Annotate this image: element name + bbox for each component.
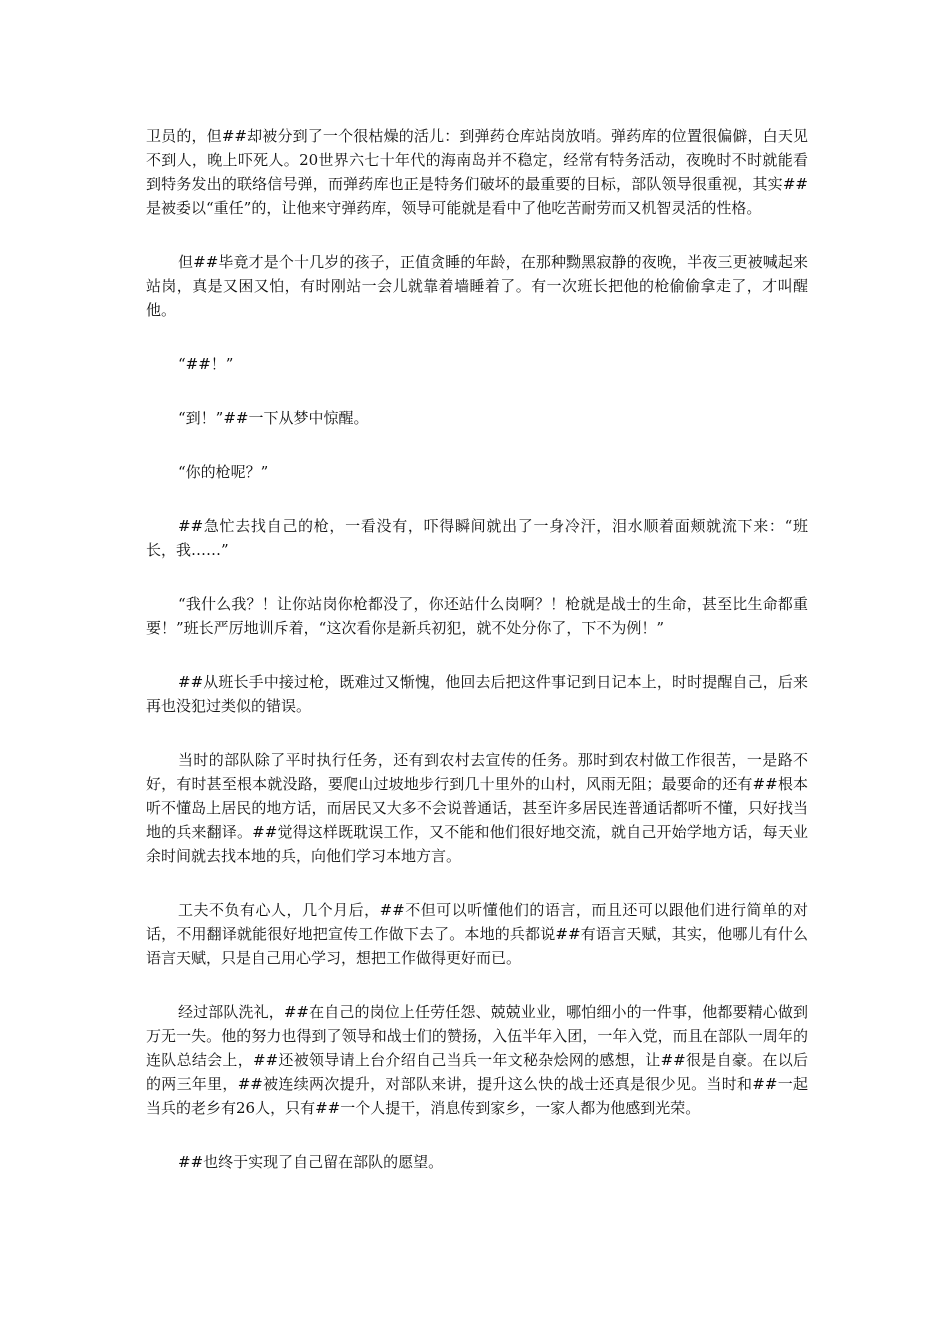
paragraph-9: 当时的部队除了平时执行任务，还有到农村去宣传的任务。那时到农村做工作很苦，一是路不好，有时甚至根本就没路，要爬山过坡地步行到几十里外的山村，风雨无阻；最要命的还有##根本听不懂岛上居民的地方话，而居民又大多不会说普通话，甚至许多居民连普通话都听不懂，只好找当地的兵来翻译。##觉得这样既耽误工作，又不能和他们很好地交流，就自己开始学地方话，每天业余时间就去找本地的兵，向他们学习本地方言。 (146, 751, 808, 865)
paragraph-10: 工夫不负有心人，几个月后，##不但可以听懂他们的语言，而且还可以跟他们进行简单的对话，不用翻译就能很好地把宣传工作做下去了。本地的兵都说##有语言天赋，其实，他哪儿有什么语言天赋，只是自己用心学习，想把工作做得更好而已。 (146, 901, 808, 967)
paragraph-4: “到！”##一下从梦中惊醒。 (178, 409, 369, 427)
paragraph-1: 卫员的，但##却被分到了一个很枯燥的活儿：到弹药仓库站岗放哨。弹药库的位置很偏僻，白天见不到人，晚上吓死人。20世界六七十年代的海南岛并不稳定，经常有特务活动，夜晚时不时就能看到特务发出的联络信号弹，而弹药库也正是特务们破坏的最重要的目标，部队领导很重视，其实##是被委以“重任”的，让他来守弹药库，领导可能就是看中了他吃苦耐劳而又机智灵活的性格。 (146, 127, 808, 217)
paragraph-2: 但##毕竟才是个十几岁的孩子，正值贪睡的年龄，在那种黝黑寂静的夜晚，半夜三更被喊起来站岗，真是又困又怕，有时刚站一会儿就靠着墙睡着了。有一次班长把他的枪偷偷拿走了，才叫醒他。 (146, 253, 808, 319)
document-page (146, 124, 808, 1204)
paragraph-12: ##也终于实现了自己留在部队的愿望。 (178, 1153, 444, 1171)
paragraph-8: ##从班长手中接过枪，既难过又惭愧，他回去后把这件事记到日记本上，时时提醒自己，后来再也没犯过类似的错误。 (146, 673, 808, 715)
paragraph-11: 经过部队洗礼，##在自己的岗位上任劳任怨、兢兢业业，哪怕细小的一件事，他都要精心做到万无一失。他的努力也得到了领导和战士们的赞扬，入伍半年入团，一年入党，而且在部队一周年的连队总结会上，##还被领导请上台介绍自己当兵一年文秘杂烩网的感想，让##很是自豪。在以后的两三年里，##被连续两次提升，对部队来讲，提升这么快的战士还真是很少见。当时和##一起当兵的老乡有26人，只有##一个人提干，消息传到家乡，一家人都为他感到光荣。 (146, 1003, 808, 1117)
paragraph-7: “我什么我？！让你站岗你枪都没了，你还站什么岗啊？！枪就是战士的生命，甚至比生命都重要！”班长严厉地训斥着，“这次看你是新兵初犯，就不处分你了，下不为例！” (146, 595, 808, 637)
paragraph-6: ##急忙去找自己的枪，一看没有，吓得瞬间就出了一身冷汗，泪水顺着面颊就流下来：“班长，我……” (146, 517, 808, 559)
paragraph-3: “##！” (178, 355, 234, 373)
paragraph-5: “你的枪呢？” (178, 463, 269, 481)
